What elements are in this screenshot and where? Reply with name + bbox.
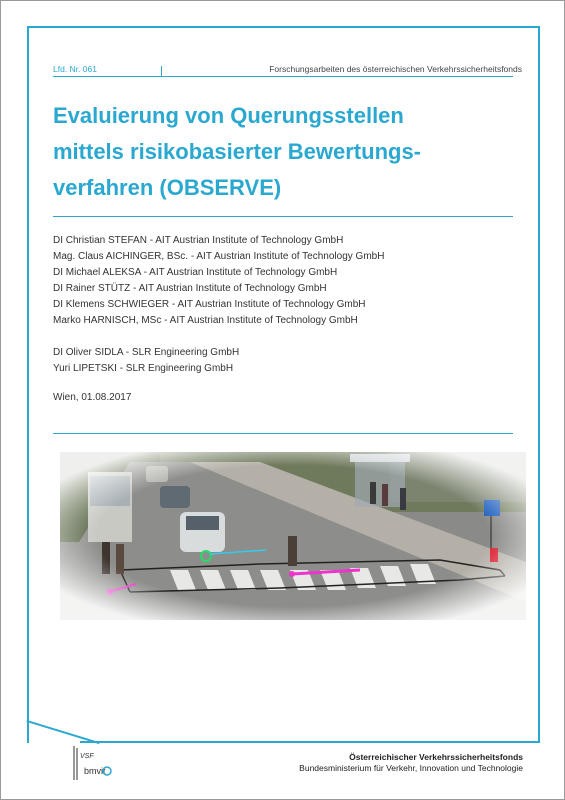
street-scene-illustration — [60, 452, 526, 620]
footer-organisation: Österreichischer Verkehrssicherheitsfonds — [349, 752, 523, 762]
title-line-1: Evaluierung von Querungsstellen — [53, 103, 404, 128]
cover-photo-crosswalk — [60, 452, 526, 620]
publication-date: Wien, 01.08.2017 — [53, 392, 132, 403]
author: DI Christian STEFAN - AIT Austrian Institute of Technology GmbH — [53, 235, 344, 246]
header-rule — [53, 76, 513, 77]
author: Marko HARNISCH, MSc - AIT Austrian Institute of Technology GmbH — [53, 315, 358, 326]
date-rule — [53, 433, 513, 434]
author: Mag. Claus AICHINGER, BSc. - AIT Austrian Institute of Technology GmbH — [53, 251, 385, 262]
cover-frame-bottom — [80, 741, 540, 743]
author: DI Klemens SCHWIEGER - AIT Austrian Institute of Technology GmbH — [53, 299, 366, 310]
title-line-2: mittels risikobasierter Bewertungs- — [53, 139, 422, 164]
title-line-3: verfahren (OBSERVE) — [53, 175, 282, 200]
author: DI Rainer STÜTZ - AIT Austrian Institute of Technology GmbH — [53, 283, 327, 294]
vsf-bmvit-logo-icon — [60, 744, 130, 782]
author: DI Michael ALEKSA - AIT Austrian Institute of Technology GmbH — [53, 267, 338, 278]
doc-number: Lfd. Nr. 061 — [53, 64, 97, 74]
author: DI Oliver SIDLA - SLR Engineering GmbH — [53, 347, 240, 358]
author-list-slr — [53, 345, 239, 377]
bmvit-logo — [60, 744, 130, 782]
logo-bmvit-text: bmvit — [84, 766, 106, 776]
report-title — [53, 98, 523, 206]
author: Yuri LIPETSKI - SLR Engineering GmbH — [53, 363, 234, 374]
title-rule — [53, 216, 513, 217]
logo-vsf-text: VSF — [80, 753, 94, 760]
author-list-ait — [53, 233, 384, 329]
series-title: Forschungsarbeiten des österreichischen Verkehrssicherheitsfonds — [269, 64, 522, 74]
footer-ministry: Bundesministerium für Verkehr, Innovation und Technologie — [299, 763, 523, 773]
